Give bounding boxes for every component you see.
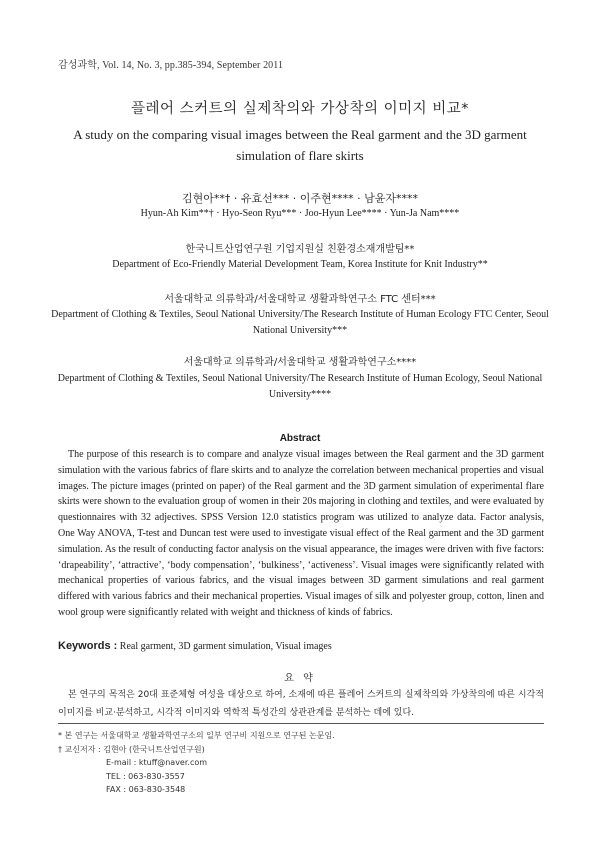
title-korean: 플레어 스커트의 실제착의와 가상착의 이미지 비교* (131, 101, 469, 117)
footnote-fax: FAX : 063-830-3548 (106, 785, 186, 794)
summary-heading: 요 약 (284, 673, 316, 684)
footnote-tel: TEL : 063-830-3557 (106, 771, 185, 781)
affiliation-1-english: Department of Eco-Friendly Material Development Team, Korea Institute for Knit Industry** (112, 259, 488, 270)
affiliation-2-korean: 서울대학교 의류학과/서울대학교 생활과학연구소 FTC 센터*** (164, 294, 436, 305)
affiliation-3-english: Department of Clothing & Textiles, Seoul National University/The Research Institute of Human Ecology, Seoul National University**** (57, 373, 543, 400)
footnotes (58, 729, 335, 797)
title-english: A study on the comparing visual images between the Real garment and the 3D garment simulation of flare skirts (73, 127, 527, 163)
footnote-funding: * 본 연구는 서울대학교 생활과학연구소의 일부 연구비 지원으로 연구된 논문임. (58, 731, 335, 740)
affiliation-3-korean: 서울대학교 의류학과/서울대학교 생활과학연구소**** (183, 357, 417, 368)
abstract-text: The purpose of this research is to compare and analyze visual images between the Real garment and the 3D garment simulation with the various fabrics of flare skirts and to analyze the correlation between mechanical properties and visual images. The picture images (printed on paper) of the Real garment and the 3D garment simulation of experimental flare skirts were shown to the evaluation group of women in their 20s majoring in clothing and textiles, and were evaluated by questionnaires with 32 adjectives. SPSS Version 12.0 statistics program was utilized to analyze data. Factor analysis, One Way ANOVA, T-test and Duncan test were used to investigate visual effect of the Real garment and the 3D garment simulation. As the result of conducting factor analysis on the visual appearance, the images were driven with five factors: ‘drapeability’, ‘attractive’, ‘body compensation’, ‘bulkiness’, ‘activeness’. Visual images were significantly related with mechanical properties of various fabrics, and the visual images between 3D garment simulations and real garment differed with various fabrics and their mechanical properties. Visual images of silk and polyester group, cotton, linen and wool group were significantly related with weight and thickness of kinds of fabrics. (58, 449, 544, 618)
footnote-corresponding-author: † 교신저자 : 김현아 (한국니트산업연구원) (58, 744, 205, 754)
summary-text: 본 연구의 목적은 20대 표준체형 여성을 대상으로 하여, 소재에 따른 플레어 스커트의 실제착의와 가상착의에 따른 시각적 이미지를 비교·분석하고, 시각적 이미지와 역학적 특성간의 상관관계를 분석하는 데에 있다. (58, 690, 544, 718)
authors-english: Hyun-Ah Kim**† · Hyo-Seon Ryu*** · Joo-Hyun Lee**** · Yun-Ja Nam**** (140, 208, 460, 219)
authors-korean: 김현아**† · 유효선*** · 이주현**** · 남윤자**** (182, 192, 418, 205)
footnote-email: E-mail : ktuff@naver.com (106, 758, 208, 767)
keywords-line (58, 640, 332, 652)
footnote-divider (58, 723, 544, 724)
affiliation-1-korean: 한국니트산업연구원 기업지원실 친환경소재개발팀** (185, 244, 415, 255)
journal-citation: 감성과학, Vol. 14, No. 3, pp.385-394, September 2011 (58, 60, 284, 71)
keywords-label: Keywords : (58, 640, 118, 652)
affiliation-2-english: Department of Clothing & Textiles, Seoul National University/The Research Institute of Human Ecology FTC Center, Seoul National University*** (51, 309, 549, 336)
abstract-heading: Abstract (279, 433, 321, 444)
keywords-text: Real garment, 3D garment simulation, Visual images (119, 641, 332, 652)
